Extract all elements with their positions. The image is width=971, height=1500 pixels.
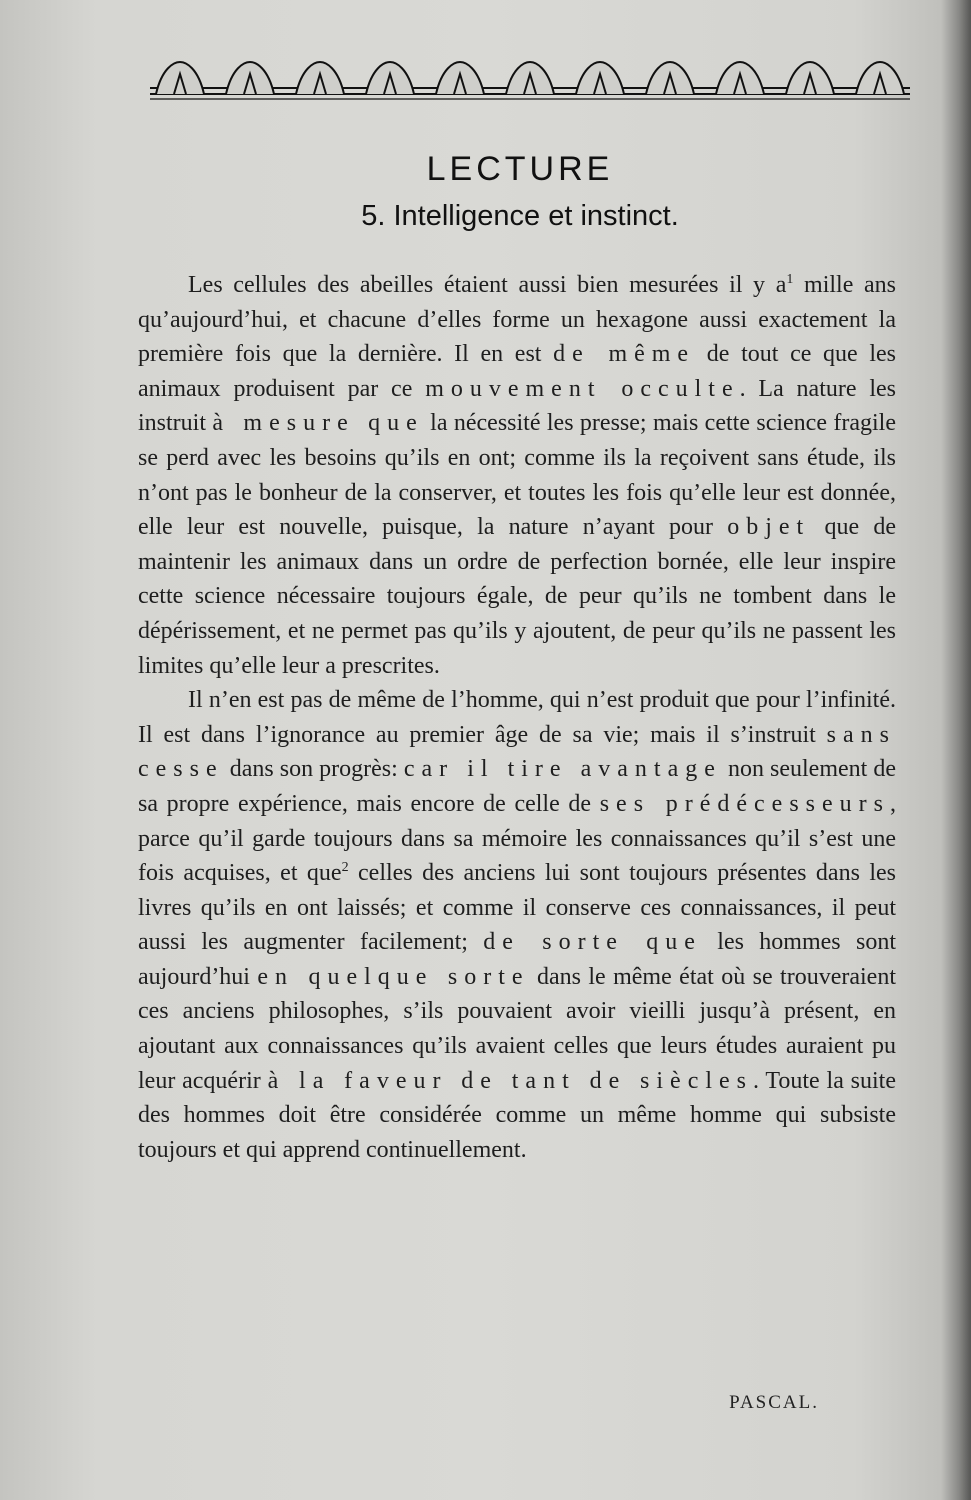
- footnote-marker: 2: [341, 860, 349, 876]
- emphasized-text: mouvement occulte: [425, 375, 740, 402]
- ornament-arch: [366, 62, 414, 94]
- text-run: , parce qu’il garde toujours dans sa mémoire les connaissances qu’il s’est une fois acquises, et que: [138, 790, 896, 887]
- ornament-arch: [436, 62, 484, 94]
- emphasized-text: à mesure que: [212, 410, 424, 437]
- page-binding-shadow: [941, 0, 971, 1500]
- text-run: non seulement de sa propre expérience, mais encore de celle de: [138, 756, 897, 817]
- text-run: celles des anciens lui sont toujours présentes dans les livres qu’ils en ont laissés; et comme il conserve ces connaissances, il peut aussi les augmenter facilement;: [138, 860, 896, 956]
- emphasized-text: de sorte que: [483, 929, 702, 956]
- ornament-arch: [646, 62, 694, 94]
- lesson-title: 5. Intelligence et instinct.: [361, 200, 679, 232]
- ornament-arch: [506, 62, 554, 94]
- text-run: la nécessité les presse; mais cette science fragile se perd avec les besoins qu’ils en ont; comme ils la reçoivent sans étude, ils n’ont pas le bonheur de la conserver, et toutes les fois qu’elle leur est donnée, elle leur est nouvelle, puisque, la nature n’ayant pour: [138, 410, 896, 541]
- text-run: que de maintenir les animaux dans un ordre de perfection bornée, elle leur inspire cette science nécessaire toujours égale, de peur qu’ils ne tombent dans le dépérissement, et ne permet pas qu’ils y ajoutent, de peur qu’ils ne passent les limites qu’elle leur a prescrites.: [138, 514, 896, 679]
- emphasized-text: à la faveur de tant de siècles: [267, 1067, 754, 1094]
- text-run: dans son progrès:: [223, 756, 404, 783]
- paragraph: [138, 683, 896, 1167]
- text-run: Les cellules des abeilles étaient aussi bien mesurées il y a: [188, 272, 787, 298]
- text-run: . Toute la suite des hommes doit être considérée comme un même homme qui subsiste toujours et qui apprend continuellement.: [138, 1067, 896, 1163]
- emphasized-text: sans cesse: [138, 721, 896, 783]
- emphasized-text: de même: [553, 341, 696, 368]
- paragraph: [138, 268, 896, 683]
- text-run: Il n’en est pas de même de l’homme, qui n’est produit que pour l’infinité. Il est dans l’ignorance au premier âge de sa vie; mais il s’instruit: [138, 687, 896, 748]
- ornament-arch: [296, 62, 344, 94]
- section-title: LECTURE: [426, 150, 614, 188]
- ornament-arch: [576, 62, 624, 94]
- text-run: les hommes sont aujourd’hui: [138, 929, 896, 990]
- emphasized-text: en quelque sorte: [257, 963, 530, 990]
- ornament-arch: [856, 62, 904, 94]
- text-run: mille ans qu’aujourd’hui, et chacune d’elles forme un hexagone aussi exactement la première fois que la dernière. Il en est: [138, 272, 897, 368]
- ornament-arch: [156, 62, 204, 94]
- text-run: dans le même état où se trouveraient ces anciens philosophes, s’ils pouvaient avoir vieilli jusqu’à présent, en ajoutant aux connaissances qu’ils avaient celles que leurs études auraient pu leur acquérir: [138, 963, 897, 1094]
- emphasized-text: objet: [727, 514, 811, 541]
- emphasized-text: car il tire avantage: [403, 756, 722, 783]
- footnote-marker: 1: [786, 272, 794, 287]
- ornament-arch: [226, 62, 274, 94]
- decorative-header-ornament: [150, 58, 910, 108]
- text-run: de tout ce que les animaux produisent par ce: [138, 341, 897, 402]
- reading-text: [138, 268, 896, 1167]
- author-signature: PASCAL.: [729, 1392, 819, 1413]
- ornament-arch: [716, 62, 764, 94]
- emphasized-text: ses prédécesseurs: [599, 790, 890, 817]
- text-run: . La nature les instruit: [138, 375, 896, 437]
- ornament-arch: [786, 62, 834, 94]
